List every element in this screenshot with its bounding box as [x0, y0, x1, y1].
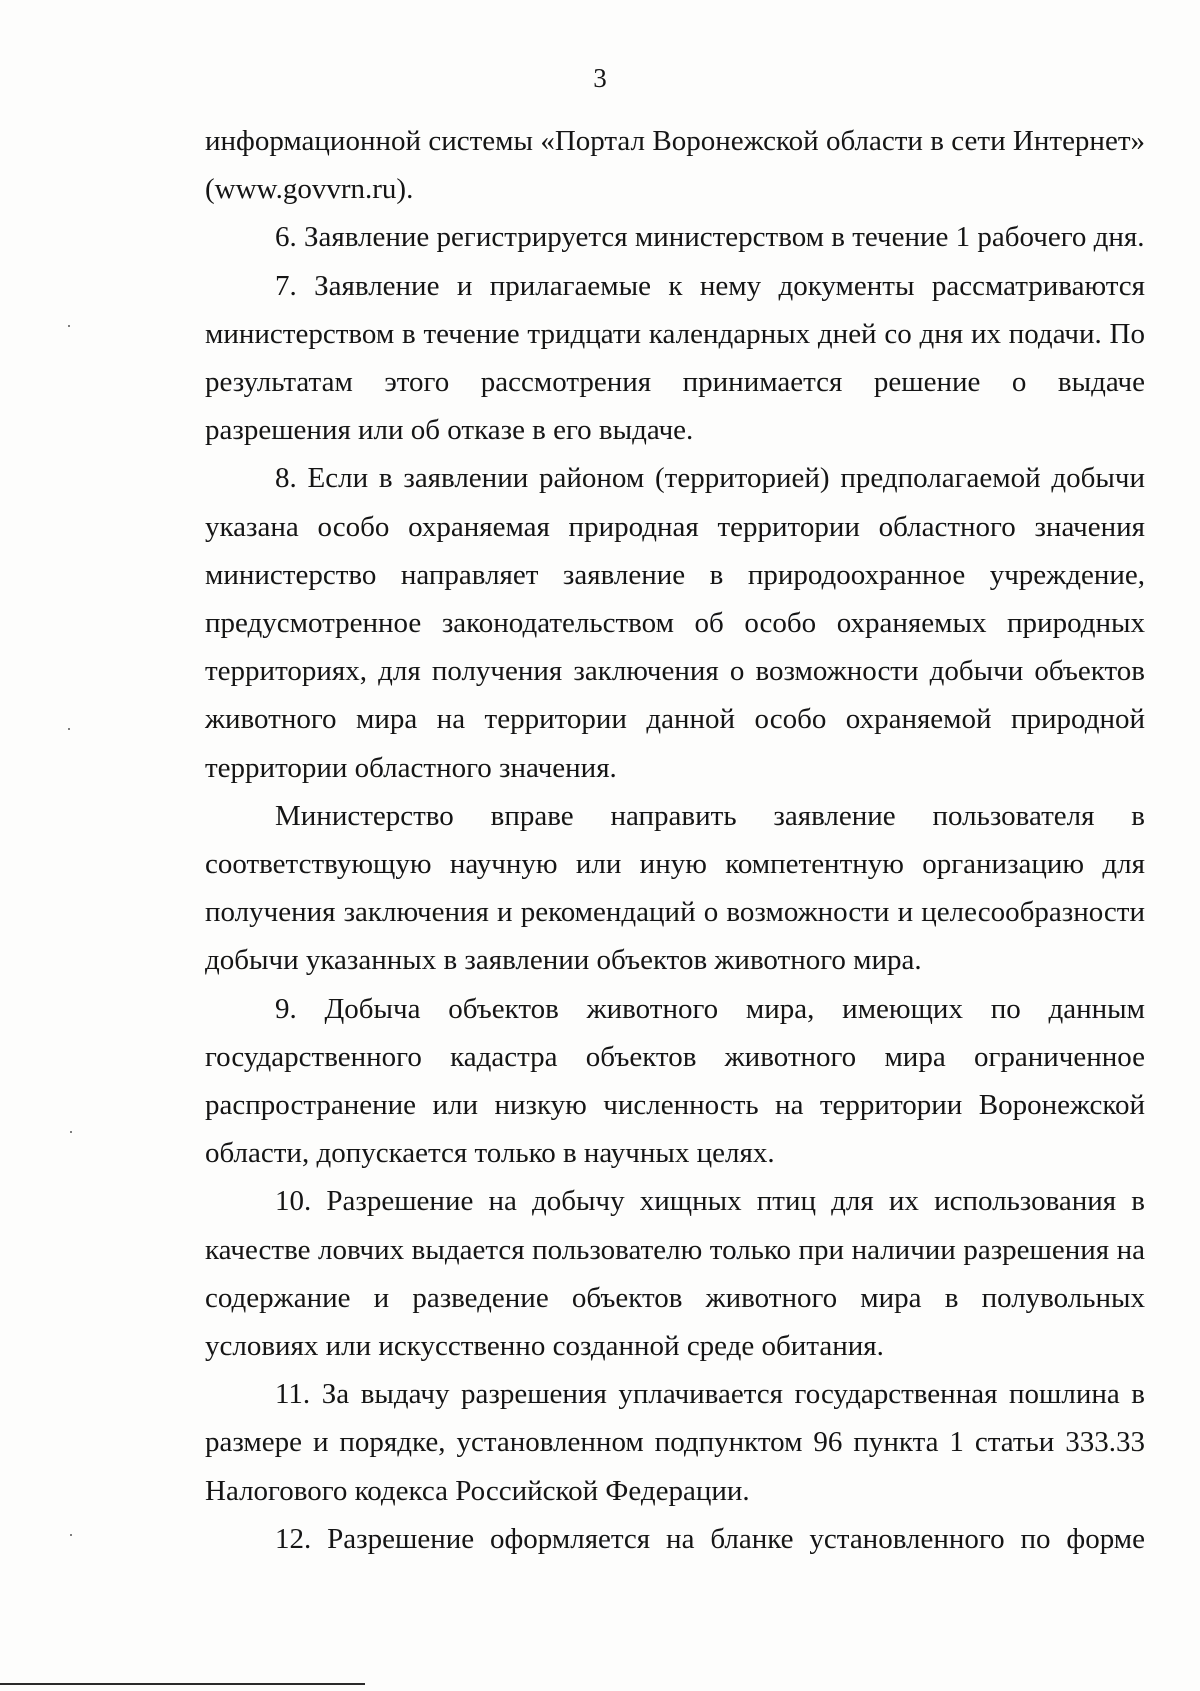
paragraph: 12. Разрешение оформляется на бланке установленного по форме: [275, 1522, 1145, 1555]
paragraph: 6. Заявление регистрируется министерством в течение 1 рабочего дня.: [275, 221, 1145, 254]
paragraph: 8. Если в заявлении районом (территорией) предполагаемой добычи указана особо охраняемая природная территории областного значения министерство направляет заявление в природоохранное учреждение, предусмотренное законодательством об особо охраняемых природных территориях, для получения заключения о возможности добычи объектов животного мира на территории данной особо охраняемой природной территории областного значения.: [205, 462, 1145, 784]
scan-speck: [68, 728, 70, 730]
paragraph: 11. За выдачу разрешения уплачивается государственная пошлина в размере и порядке, установленном подпунктом 96 пункта 1 статьи 333.33 Налогового кодекса Российской Федерации.: [205, 1378, 1145, 1507]
scan-speck: [68, 325, 70, 327]
paragraph: Министерство вправе направить заявление пользователя в соответствующую научную или иную компетентную организацию для получения заключения и рекомендаций о возможности и целесообразности добычи указанных в заявлении объектов животного мира.: [205, 799, 1145, 977]
paragraph: 10. Разрешение на добычу хищных птиц для их использования в качестве ловчих выдается пользователю только при наличии разрешения на содержание и разведение объектов животного мира в полувольных условиях или искусственно созданной среде обитания.: [205, 1185, 1145, 1363]
scan-edge-line: [0, 1683, 365, 1685]
scan-speck: [70, 1131, 72, 1133]
paragraph: информационной системы «Портал Воронежской области в сети Интернет» (www.govvrn.ru).: [205, 125, 1145, 206]
scan-speck: [70, 1534, 72, 1536]
paragraph: 9. Добыча объектов животного мира, имеющих по данным государственного кадастра объектов животного мира ограниченное распространение или низкую численность на территории Воронежской области, допускается только в научных целях.: [205, 992, 1145, 1170]
document-body: [205, 117, 1145, 1563]
page-number: 3: [593, 63, 607, 93]
paragraph: 7. Заявление и прилагаемые к нему документы рассматриваются министерством в течение тридцати календарных дней со дня их подачи. По результатам этого рассмотрения принимается решение о выдаче разрешения или об отказе в его выдаче.: [205, 269, 1145, 447]
